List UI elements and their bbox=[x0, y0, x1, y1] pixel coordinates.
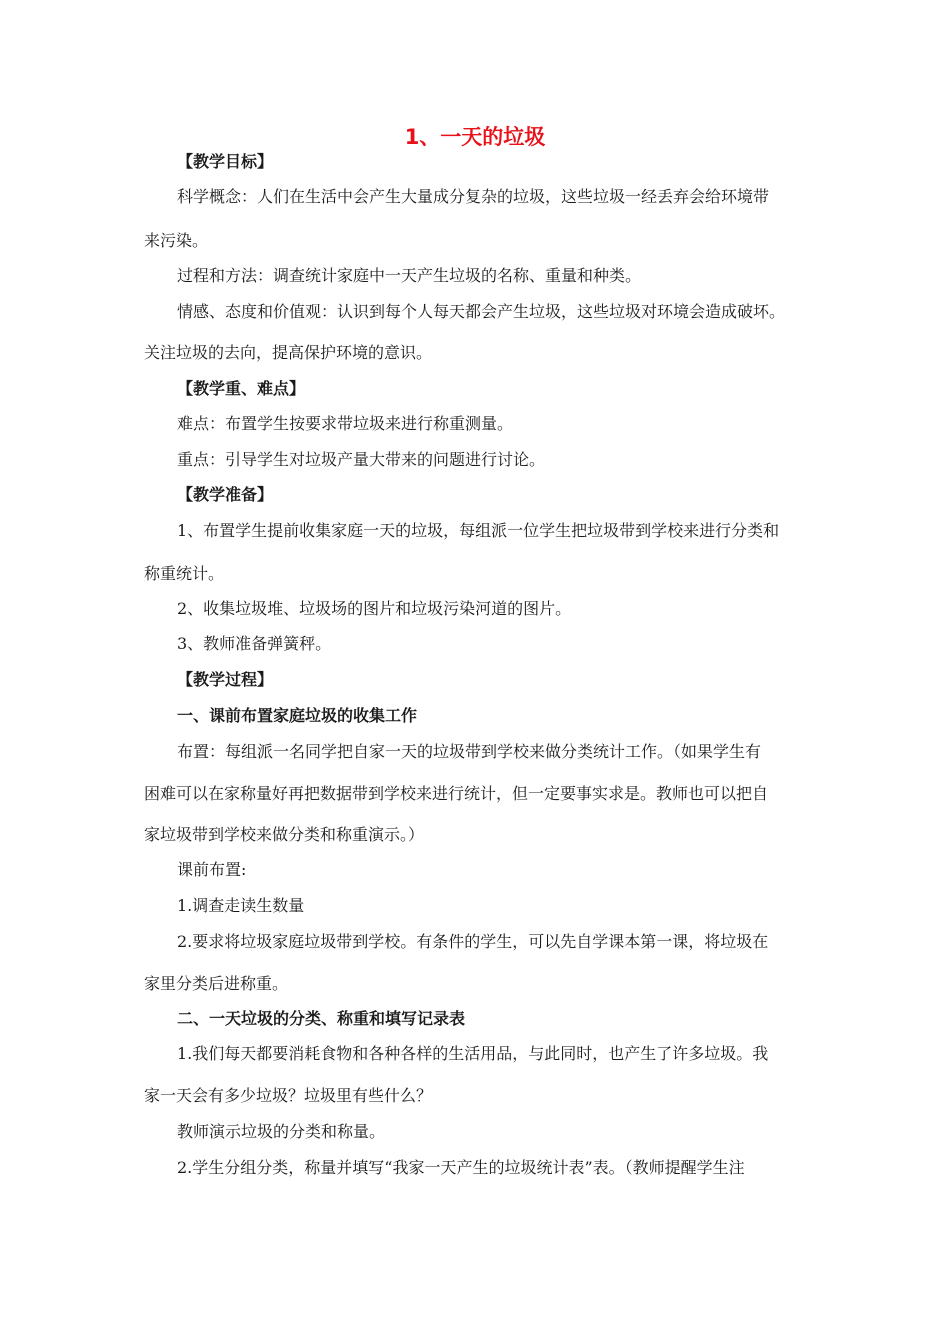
paragraph-line: 关注垃圾的去向，提高保护环境的意识。 bbox=[144, 343, 433, 362]
paragraph-line: 过程和方法：调查统计家庭中一天产生垃圾的名称、重量和种类。 bbox=[177, 266, 642, 285]
section-heading-process: 【教学过程】 bbox=[177, 670, 274, 689]
section-heading-objectives: 【教学目标】 bbox=[177, 152, 274, 171]
paragraph-line: 课前布置: bbox=[177, 860, 247, 879]
subsection-heading-2: 二、一天垃圾的分类、称重和填写记录表 bbox=[177, 1009, 466, 1028]
section-heading-preparation: 【教学准备】 bbox=[177, 485, 274, 504]
paragraph-line: 家一天会有多少垃圾？垃圾里有些什么？ bbox=[144, 1086, 433, 1105]
paragraph-line: 科学概念：人们在生活中会产生大量成分复杂的垃圾，这些垃圾一经丢弃会给环境带 bbox=[177, 187, 770, 206]
paragraph-line: 3、教师准备弹簧秤。 bbox=[177, 634, 332, 653]
paragraph-line: 情感、态度和价值观：认识到每个人每天都会产生垃圾，这些垃圾对环境会造成破坏。 bbox=[177, 302, 786, 321]
paragraph-line: 2.要求将垃圾家庭垃圾带到学校。有条件的学生，可以先自学课本第一课，将垃圾在 bbox=[177, 932, 769, 951]
paragraph-line: 1.调查走读生数量 bbox=[177, 896, 305, 915]
paragraph-line: 1、布置学生提前收集家庭一天的垃圾，每组派一位学生把垃圾带到学校来进行分类和 bbox=[177, 521, 780, 540]
paragraph-line: 难点：布置学生按要求带垃圾来进行称重测量。 bbox=[177, 414, 514, 433]
paragraph-line: 来污染。 bbox=[144, 231, 209, 250]
paragraph-line: 重点：引导学生对垃圾产量大带来的问题进行讨论。 bbox=[177, 450, 546, 469]
subsection-heading-1: 一、课前布置家庭垃圾的收集工作 bbox=[177, 706, 418, 725]
paragraph-line: 2.学生分组分类，称量并填写“我家一天产生的垃圾统计表”表。（教师提醒学生注 bbox=[177, 1158, 745, 1177]
paragraph-line: 家垃圾带到学校来做分类和称重演示。） bbox=[144, 825, 425, 844]
document-title: 1、一天的垃圾 bbox=[404, 125, 546, 149]
paragraph-line: 教师演示垃圾的分类和称量。 bbox=[177, 1122, 386, 1141]
paragraph-line: 1.我们每天都要消耗食物和各种各样的生活用品，与此同时，也产生了许多垃圾。我 bbox=[177, 1044, 769, 1063]
paragraph-line: 称重统计。 bbox=[144, 564, 225, 583]
paragraph-line: 家里分类后进称重。 bbox=[144, 974, 289, 993]
paragraph-line: 2、收集垃圾堆、垃圾场的图片和垃圾污染河道的图片。 bbox=[177, 599, 572, 618]
section-heading-key-points: 【教学重、难点】 bbox=[177, 379, 306, 398]
paragraph-line: 困难可以在家称量好再把数据带到学校来进行统计，但一定要事实求是。教师也可以把自 bbox=[144, 784, 769, 803]
paragraph-line: 布置：每组派一名同学把自家一天的垃圾带到学校来做分类统计工作。（如果学生有 bbox=[177, 742, 762, 761]
